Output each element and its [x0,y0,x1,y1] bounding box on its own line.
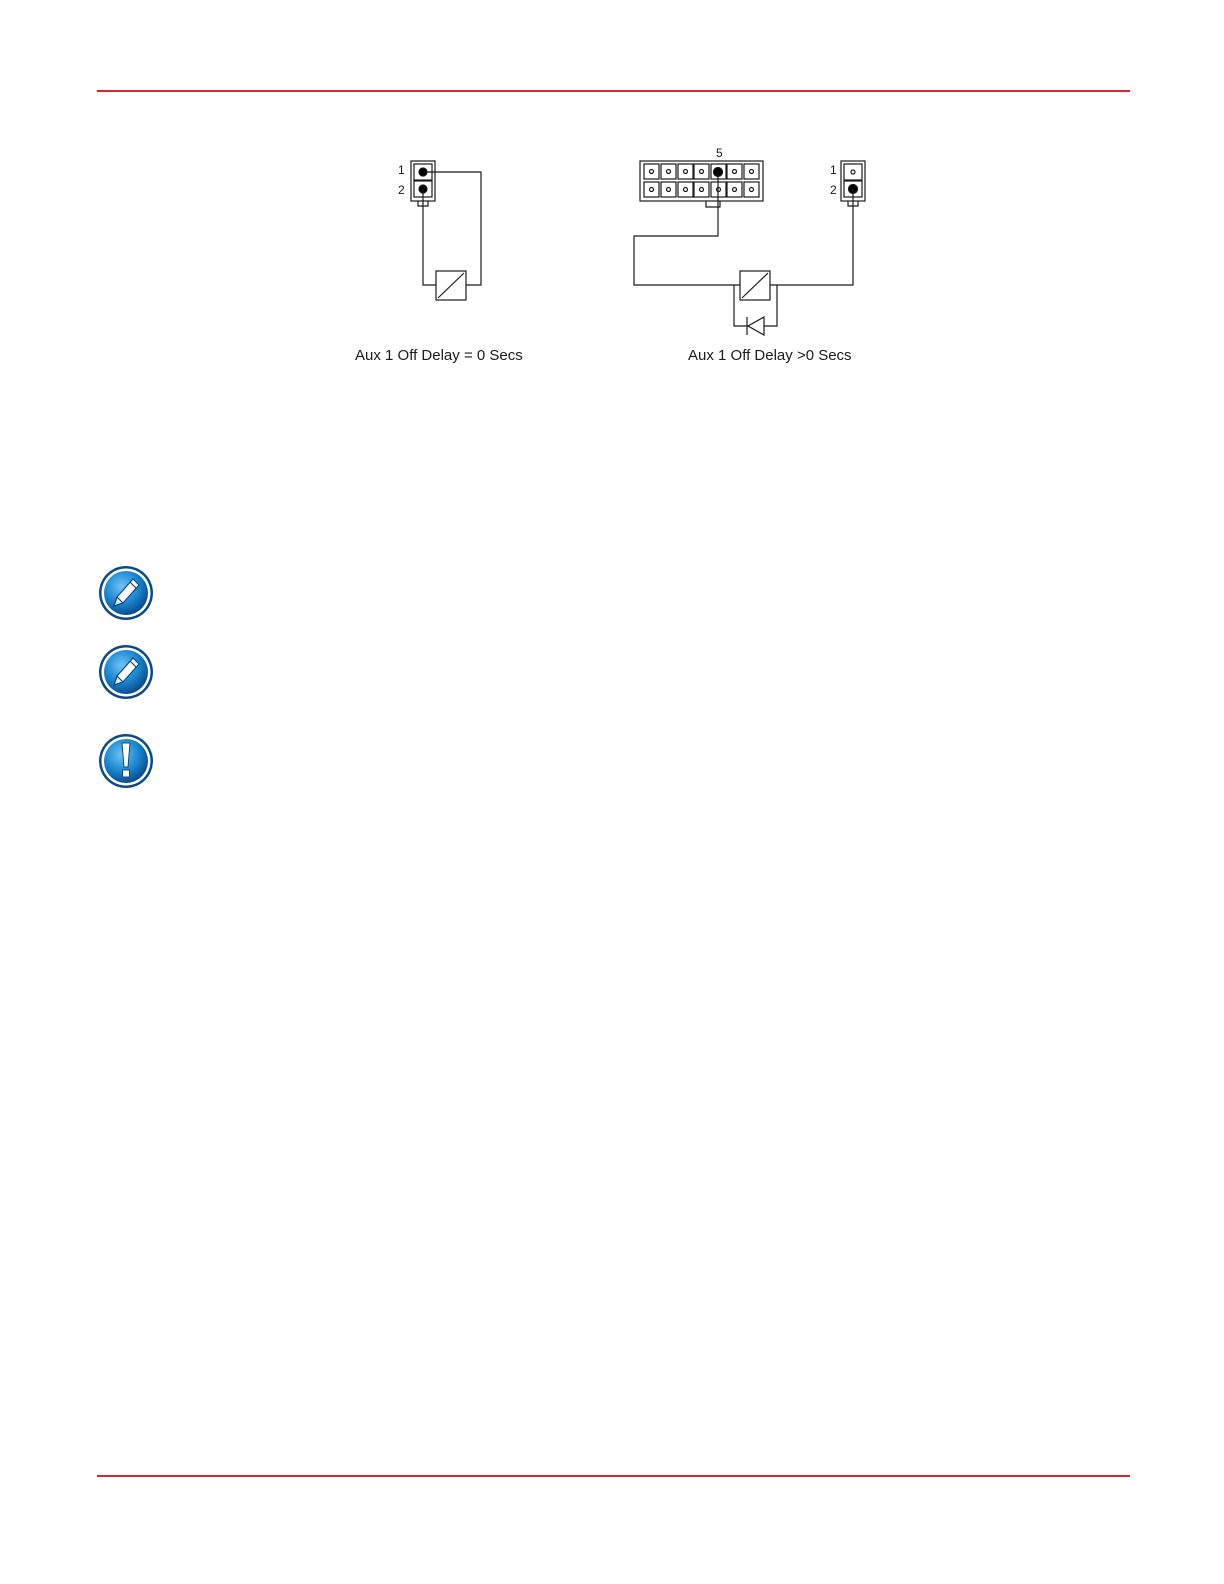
pencil-note-icon [97,564,155,622]
wiring-diagram [0,0,1224,400]
footer-rule [97,1475,1130,1477]
connector-pin-5-label: 5 [716,146,723,160]
right-wire-pin2 [770,189,853,285]
diode-symbol [748,317,764,335]
left-wiring-diagram [411,161,481,300]
left-wire-pin2 [423,189,436,285]
pencil-note-icon [97,643,155,701]
right-pin-2-label: 2 [830,183,837,197]
left-pin-2-label: 2 [398,183,405,197]
right-diagram-caption: Aux 1 Off Delay >0 Secs [688,347,852,364]
left-pin-1-label: 1 [398,163,405,177]
exclamation-warning-icon [97,732,155,790]
right-pin-1-label: 1 [830,163,837,177]
left-diagram-caption: Aux 1 Off Delay = 0 Secs [355,347,523,364]
